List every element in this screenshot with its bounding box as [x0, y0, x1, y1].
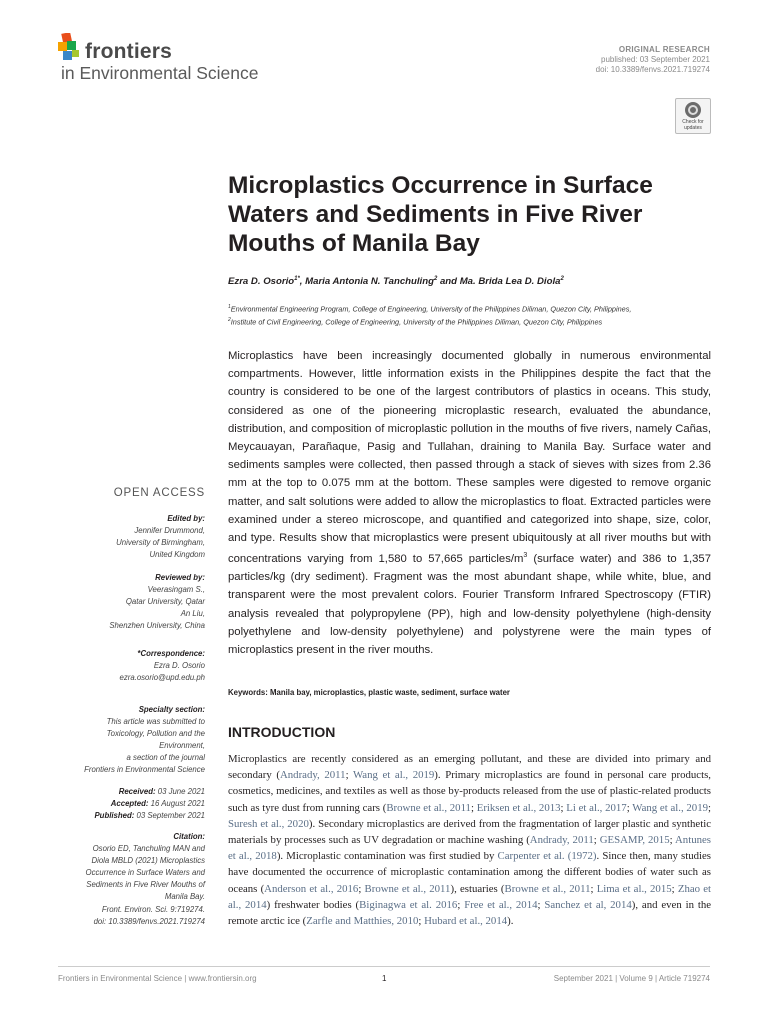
citation-link[interactable]: Suresh et al., 2020	[228, 817, 309, 830]
check-updates-label: Check for updates	[682, 119, 704, 131]
article-title: Microplastics Occurrence in Surface Waters and Sediments in Five River Mouths of Manila Bay	[228, 172, 653, 257]
citation-link[interactable]: Anderson et al., 2016	[264, 882, 359, 895]
intro-text-segment: ;	[418, 915, 425, 928]
citation-link[interactable]: Zarfle and Matthies, 2010	[306, 915, 419, 928]
published-date-side: 03 September 2021	[134, 811, 205, 821]
intro-text-segment: ;	[358, 882, 365, 895]
received-date: 03 June 2021	[155, 787, 205, 796]
author-sup: 2	[560, 276, 564, 282]
citation-line: Manila Bay.	[164, 892, 205, 902]
citation-link[interactable]: Browne et al., 2011	[364, 882, 451, 895]
author-sup: 1*	[294, 276, 300, 282]
author-sup: 2	[433, 276, 438, 282]
intro-text-segment: ;	[671, 882, 678, 895]
citation-link[interactable]: Andrady, 2011	[279, 769, 346, 782]
editor-line: Jennifer Drummond,	[134, 526, 205, 536]
correspondence-email[interactable]: ezra.osorio@upd.edu.ph	[119, 673, 205, 683]
intro-text-segment: ). Secondary microplastics are derived from the fragmentation of larger plastic and synthetic materials by processes such as UV degradation or machine washing (	[228, 817, 711, 847]
specialty-line: Frontiers in Environmental Science	[84, 765, 205, 775]
citation-link[interactable]: Lima et al., 2015	[596, 882, 672, 895]
footer-issue-info: September 2021 | Volume 9 | Article 719274	[553, 974, 710, 983]
intro-text-segment: ;	[345, 769, 353, 782]
section-heading: INTRODUCTION	[228, 724, 336, 740]
abstract-text: Microplastics have been increasingly documented globally in numerous environmental compartments. However, little information exists in the Philippines despite the fact that the country is considered to be one of the largest contributors of plastics in oceans. This study, considered as one of the pioneering microplastic research, evaluated the abundance, distribution, and composition of microplastic pollution in the mouths of five rivers, namely Cañas, Meycauayan, Parañaque, Pasig and Tullahan, draining to Manila Bay. Surface water and sediments samples were collected, then passed through a stack of sieves with sizes from 2.36 mm at the top to 0.075 mm at the bottom. These samples were digested to remove organic matter, and salt solutions were added to allow the microplastics to float. Extracted particles were examined under a stereo microscope, and quantified and categorized into shape, size, color, and type. Results show that microplastics were present ubiquitously at all river mouths but with concentrations varying from 1,580 to 57,665 particles/m	[228, 350, 711, 565]
author-name[interactable]: Ezra D. Osorio	[228, 276, 295, 288]
intro-text-segment: Microplastics are recently considered as an emerging pollutant, and these are divided into primary and secondary (	[228, 753, 711, 782]
keywords-label: Keywords:	[228, 688, 268, 697]
intro-text-segment: ;	[470, 801, 477, 814]
article-type: ORIGINAL RESEARCH	[618, 45, 710, 54]
abstract-sup: 3	[523, 552, 528, 560]
specialty-line: a section of the journal	[126, 753, 205, 763]
citation-link[interactable]: Wang et al., 2019	[352, 769, 435, 782]
affiliation-sup: 1	[228, 304, 231, 310]
citation-link[interactable]: Andrady, 2011	[529, 834, 594, 847]
frontiers-logo-icon	[58, 33, 84, 63]
citation-link[interactable]: Wang et al., 2019	[632, 801, 708, 814]
keywords-value: Manila bay, microplastics, plastic waste, sediment, surface water	[267, 688, 510, 697]
intro-text-segment: ).	[507, 915, 514, 928]
citation-link[interactable]: Free et al., 2014	[464, 898, 538, 911]
journal-name: in Environmental Science	[61, 63, 259, 83]
edited-by-block	[35, 513, 205, 561]
citation-link[interactable]: Sanchez et al, 2014	[544, 898, 632, 911]
specialty-line: Environment,	[159, 741, 205, 751]
dates-block	[35, 786, 205, 822]
citation-link[interactable]: Carpenter et al. (1972)	[497, 850, 597, 863]
reviewer-line: Qatar University, Qatar	[125, 597, 205, 607]
edited-by-label: Edited by:	[167, 514, 205, 523]
citation-link[interactable]: Li et al., 2017	[566, 801, 627, 814]
citation-link[interactable]: Eriksen et al., 2013	[476, 801, 561, 814]
intro-text-segment: ;	[560, 801, 567, 814]
intro-text-segment: ), and even in the remote arctic ice (	[228, 898, 712, 928]
intro-text-segment: . Since then, many studies have documented the occurrence of microplastic contamination among the different bodies of water such as oceans (	[228, 850, 711, 895]
specialty-label: Specialty section:	[138, 705, 205, 714]
citation-line: Front. Environ. Sci. 9:719274.	[101, 904, 205, 914]
citation-doi[interactable]: doi: 10.3389/fenvs.2021.719274	[93, 916, 205, 926]
received-label: Received:	[118, 787, 156, 796]
author-conjunction: and	[439, 276, 458, 288]
citation-link[interactable]: Hubard et al., 2014	[424, 915, 508, 928]
citation-line: Occurrence in Surface Waters and	[85, 868, 205, 878]
citation-link[interactable]: Browne et al., 2011	[386, 801, 471, 814]
author-name[interactable]: Ma. Brida Lea D. Diola	[459, 276, 561, 288]
brand-name: frontiers	[85, 40, 172, 63]
intro-text-segment: ;	[537, 898, 545, 911]
editor-line: University of Birmingham,	[116, 538, 205, 548]
accepted-date: 16 August 2021	[148, 799, 205, 809]
correspondence-label: *Correspondence:	[137, 649, 205, 658]
citation-line: Sediments in Five River Mouths of	[86, 880, 205, 890]
abstract-text: (surface water) and 386 to 1,357 particles/kg (dry sediment). Fragment was the most abundant shape, while white, blue, and transparent were the most prevalent colors. Fourier Transform Infrared Spectroscopy (FTIR) analysis revealed that polypropylene (PP), high and low-density polyethylene (high-density polyethylene and low-density polyethylene) and polystyrene were the main types of microplastics present in the river mouths.	[228, 553, 711, 657]
open-access-label: OPEN ACCESS	[113, 487, 205, 499]
intro-text-segment: ;	[457, 898, 465, 911]
citation-line: Diola MBLD (2021) Microplastics	[91, 856, 205, 866]
citation-link[interactable]: Antunes et al., 2018	[228, 834, 711, 863]
reviewer-line: Veerasingam S.,	[147, 585, 205, 595]
editor-line: United Kingdom	[149, 550, 205, 560]
intro-text-segment: ;	[669, 834, 675, 847]
specialty-line: This article was submitted to	[106, 717, 205, 727]
page-number: 1	[382, 974, 387, 983]
intro-text-segment: ;	[626, 801, 633, 814]
citation-link[interactable]: GESAMP, 2015	[599, 834, 670, 847]
accepted-label: Accepted:	[110, 799, 149, 809]
abstract	[228, 347, 711, 659]
reviewed-by-block	[35, 572, 205, 632]
citation-link[interactable]: Zhao et al., 2014	[228, 882, 712, 911]
citation-link[interactable]: Browne et al., 2011	[504, 882, 591, 895]
keywords	[228, 688, 711, 697]
intro-text-segment: ). Primary microplastics are found in personal care products, cosmetics, medicines, and textiles as well as those by-products released from the use of plastic-related products such as tyre dust from running cars (	[228, 769, 711, 814]
author-list: Ezra D. Osorio$^{1*}$, Maria Antonia N. Tanchuling$^2$ and Ma. Brida Lea D. Diola$^2$	[228, 276, 564, 288]
doi-link[interactable]: doi: 10.3389/fenvs.2021.719274	[595, 65, 710, 74]
footer-divider	[58, 966, 710, 967]
reviewed-by-label: Reviewed by:	[155, 573, 205, 582]
specialty-line: Toxicology, Pollution and the	[106, 729, 205, 739]
intro-text-segment: ). Microplastic contamination was first studied by	[276, 850, 498, 863]
check-updates-icon	[685, 102, 701, 118]
specialty-section-block	[35, 704, 205, 777]
author-name[interactable]: Maria Antonia N. Tanchuling	[305, 276, 434, 288]
affiliation-line	[228, 302, 728, 315]
intro-text-segment: ;	[590, 882, 597, 895]
affiliation-text: Environmental Engineering Program, College of Engineering, University of the Philippines Diliman, Quezon City, Philippines,	[230, 304, 632, 314]
intro-text-segment: ;	[593, 834, 600, 847]
affiliation-sup: 2	[228, 316, 231, 323]
affiliations	[228, 302, 728, 328]
correspondence-block	[35, 648, 205, 684]
footer-journal-link[interactable]: Frontiers in Environmental Science | www.frontiersin.org	[58, 974, 257, 983]
check-for-updates-button[interactable]	[675, 98, 711, 134]
citation-link[interactable]: Biginagwa et al. 2016	[359, 898, 458, 911]
citation-block	[35, 831, 205, 928]
affiliation-line	[228, 315, 728, 328]
intro-text-segment: ;	[708, 801, 711, 814]
reviewer-line: An Liu,	[180, 609, 205, 619]
affiliation-text: Institute of Civil Engineering, College of Engineering, University of the Philippines Diliman, Quezon City, Philippines	[230, 317, 603, 327]
published-label: Published:	[94, 811, 135, 821]
intro-text-segment: ), estuaries (	[450, 882, 505, 895]
reviewer-line: Shenzhen University, China	[109, 621, 205, 631]
intro-paragraph	[228, 751, 711, 929]
intro-text-segment: ) freshwater bodies (	[266, 898, 360, 911]
citation-label: Citation:	[173, 832, 205, 841]
correspondence-name: Ezra D. Osorio	[153, 661, 205, 671]
published-date: published: 03 September 2021	[601, 55, 710, 64]
journal-logo[interactable]	[58, 33, 318, 83]
citation-line: Osorio ED, Tanchuling MAN and	[92, 844, 205, 854]
